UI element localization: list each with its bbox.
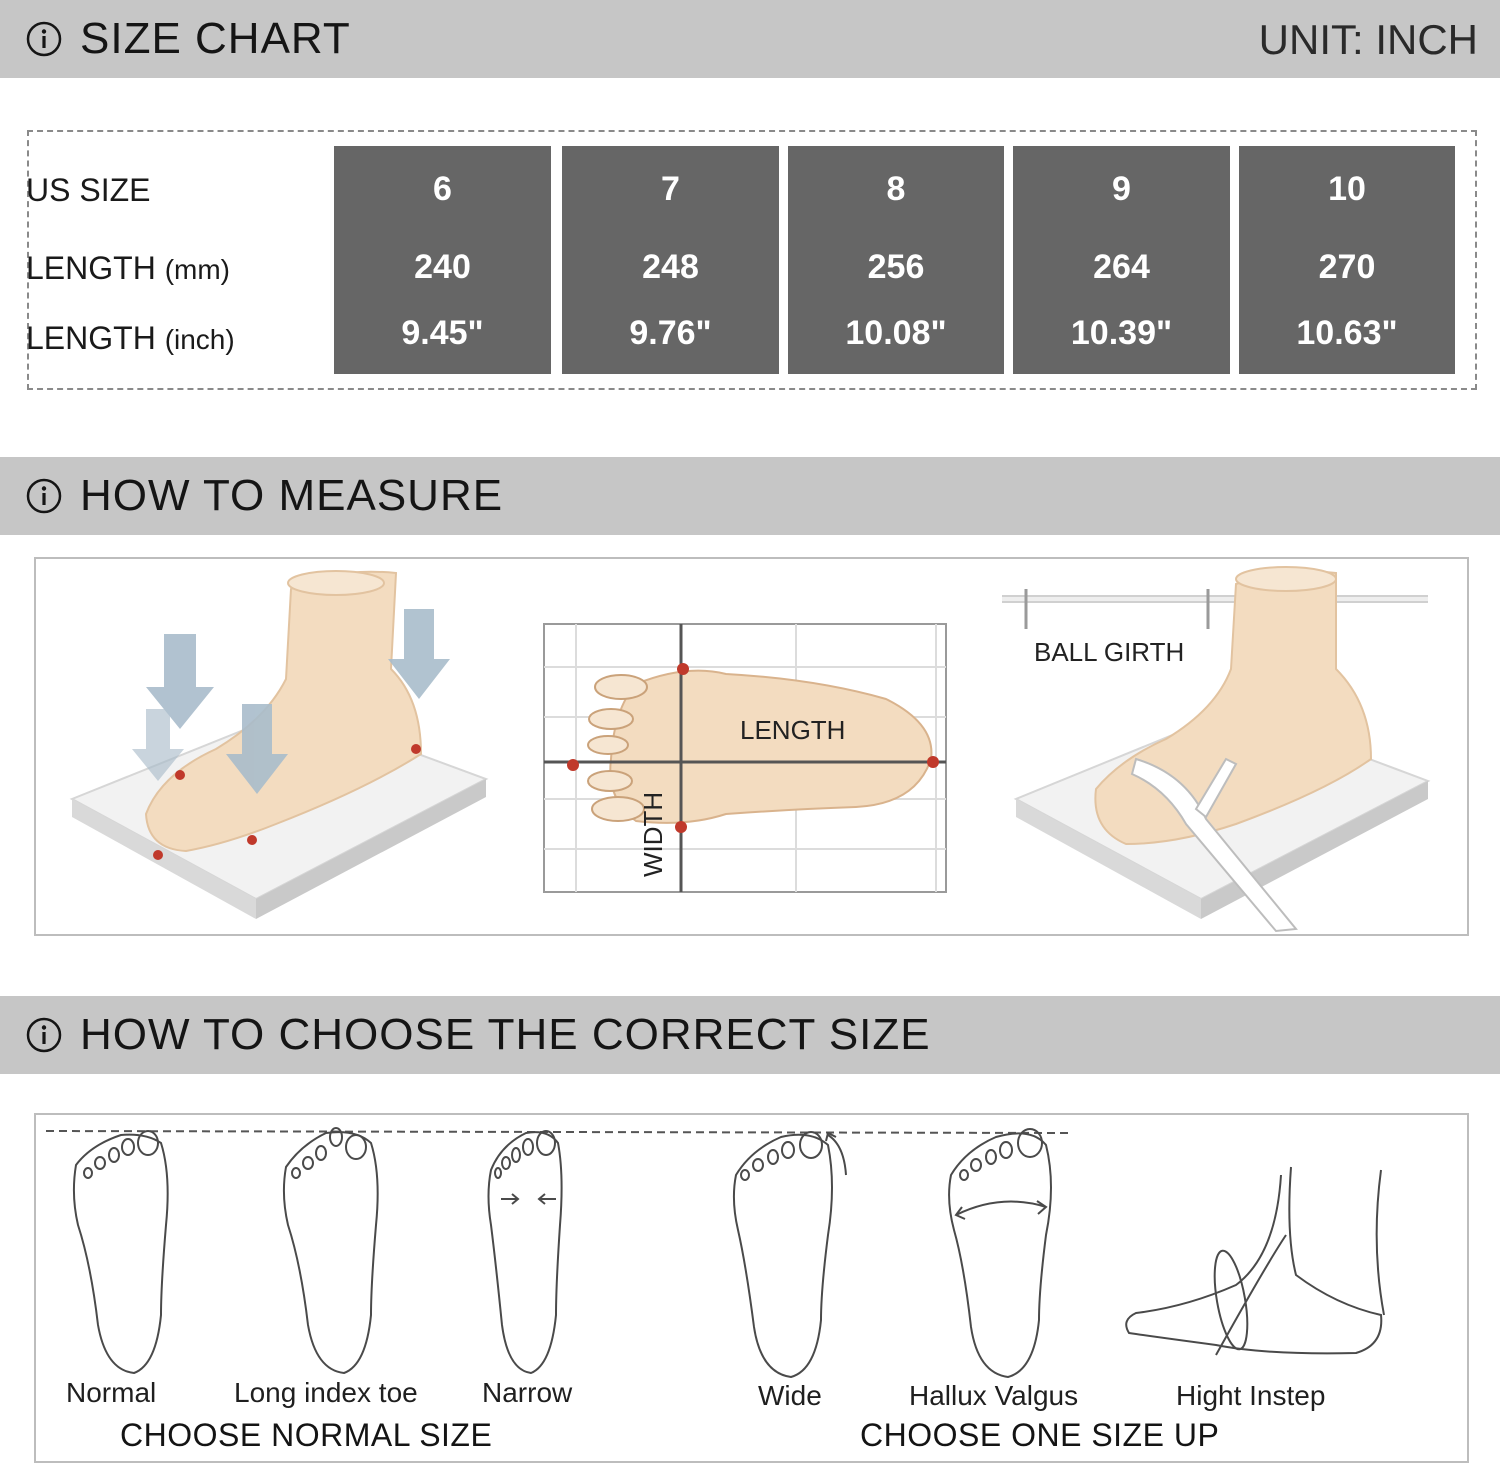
measure-panel	[34, 557, 1469, 936]
info-icon	[26, 478, 62, 514]
size-chart-header	[0, 0, 1500, 78]
us-size-value: 6	[433, 170, 452, 208]
length-mm-value: 270	[1318, 248, 1376, 286]
foot-type-narrow-label: Narrow	[482, 1377, 573, 1408]
foot-hallux-valgus-drawing	[949, 1129, 1051, 1377]
size-column	[334, 146, 551, 374]
how-to-measure-title: HOW TO MEASURE	[80, 471, 504, 520]
foot-type-panel	[34, 1113, 1469, 1463]
length-inch-value: 9.45"	[401, 314, 484, 352]
foot-type-hallux-valgus-label: Hallux Valgus	[909, 1380, 1079, 1411]
length-mm-value: 240	[414, 248, 471, 286]
unit-label: UNIT: INCH	[1258, 16, 1478, 63]
width-label: WIDTH	[638, 791, 668, 877]
length-label: LENGTH	[740, 715, 846, 745]
info-icon	[26, 21, 62, 57]
length-mm-value: 248	[642, 248, 699, 286]
length-mm-value: 264	[1093, 248, 1150, 286]
foot-type-long-index-toe-label: Long index toe	[234, 1377, 418, 1408]
how-to-choose-title: HOW TO CHOOSE THE CORRECT SIZE	[80, 1010, 931, 1059]
foot-normal-drawing	[74, 1131, 168, 1373]
size-column	[562, 146, 779, 374]
length-inch-value: 9.76"	[629, 314, 712, 352]
how-to-measure-header	[0, 457, 1500, 535]
choose-normal-size-label: CHOOSE NORMAL SIZE	[120, 1417, 493, 1453]
size-chart-title: SIZE CHART	[80, 14, 351, 63]
row-label-length-inch: LENGTH (inch)	[26, 320, 235, 356]
size-column	[1239, 146, 1455, 374]
ball-girth-illustration	[1002, 567, 1428, 931]
row-label-length-mm: LENGTH (mm)	[26, 250, 230, 286]
foot-type-high-instep-label: Hight Instep	[1176, 1380, 1326, 1411]
foot-narrow-drawing	[489, 1131, 562, 1373]
info-icon	[26, 1017, 62, 1053]
ball-girth-label: BALL GIRTH	[1034, 637, 1185, 667]
size-column	[788, 146, 1004, 374]
foot-length-width-illustration	[544, 624, 946, 892]
foot-type-wide-label: Wide	[758, 1380, 822, 1411]
length-inch-value: 10.08"	[845, 314, 947, 352]
how-to-choose-header	[0, 996, 1500, 1074]
length-inch-value: 10.63"	[1296, 314, 1398, 352]
foot-pressure-illustration	[72, 571, 486, 919]
length-inch-value: 10.39"	[1070, 314, 1173, 352]
length-mm-value: 256	[867, 248, 925, 286]
foot-high-instep-drawing	[1126, 1167, 1384, 1355]
row-label-us-size: US SIZE	[26, 172, 151, 208]
choose-one-size-up-label: CHOOSE ONE SIZE UP	[860, 1417, 1220, 1453]
foot-type-normal-label: Normal	[66, 1377, 157, 1408]
us-size-value: 9	[1112, 170, 1131, 208]
size-column	[1013, 146, 1230, 374]
us-size-value: 10	[1328, 170, 1366, 208]
foot-wide-drawing	[734, 1132, 846, 1377]
us-size-value: 8	[886, 170, 906, 208]
us-size-value: 7	[661, 170, 680, 208]
foot-long-index-toe-drawing	[284, 1128, 378, 1373]
